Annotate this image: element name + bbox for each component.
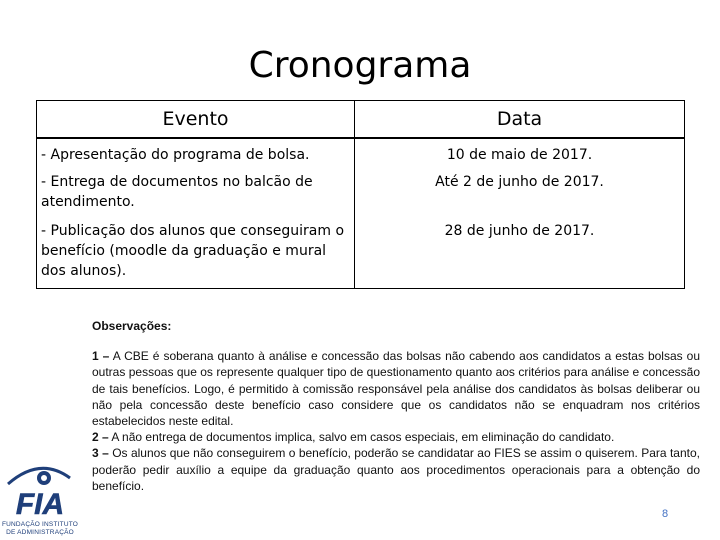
schedule-table [36,100,685,289]
observation-item-3 [92,445,700,494]
column-header-data: Data [355,101,685,139]
cell-data: Até 2 de junho de 2017. [435,174,604,190]
cell-evento: - Publicação dos alunos que conseguiram o benefício (moodle da graduação e mural dos alunos). [37,218,355,288]
observation-text: A não entrega de documentos implica, salvo em casos especiais, em eliminação do candidato. [108,430,615,445]
observation-number: 3 – [92,446,109,461]
observations-heading: Observações: [92,319,172,333]
observation-text: Os alunos que não conseguirem o benefício, poderão se candidatar ao FIES se assim o quiserem. Para tanto, poderão pedir auxílio a equipe da graduação quanto aos procedimentos operacionais para a obtenção do benefício. [92,446,700,493]
observation-number: 2 – [92,430,109,445]
page-title: Cronograma [248,45,472,86]
table-row [37,138,685,168]
table-header-row [37,101,685,139]
column-header-evento: Evento [37,101,355,139]
observation-text: A CBE é soberana quanto à análise e concessão das bolsas não cabendo aos candidatos a estas bolsas ou outras pessoas que os represente qualquer tipo de questionamento quanto aos critérios para análise e concessão de tais benefícios. Logo, é permitido à comissão responsável pela análise dos candidatos às bolsas deliberar ou não pela concessão deste benefício caso considere que os candidatos não se enquadram nos critérios estabelecidos neste edital. [92,349,700,429]
cell-evento: - Entrega de documentos no balcão de atendimento. [37,168,355,218]
table-row [37,218,685,288]
table-row [37,168,685,218]
logo-caption: FUNDAÇÃO INSTITUTO DE ADMINISTRAÇÃO [1,521,79,536]
cell-evento: - Apresentação do programa de bolsa. [37,138,355,168]
observations-section [92,318,700,494]
observation-number: 1 – [92,349,110,364]
cell-data: 28 de junho de 2017. [444,223,595,239]
observation-item-2 [92,429,700,445]
page-number: 8 [662,508,669,520]
logo-letters: FIA [15,488,65,521]
cell-data: 10 de maio de 2017. [446,147,593,163]
observation-item-1 [92,348,700,429]
